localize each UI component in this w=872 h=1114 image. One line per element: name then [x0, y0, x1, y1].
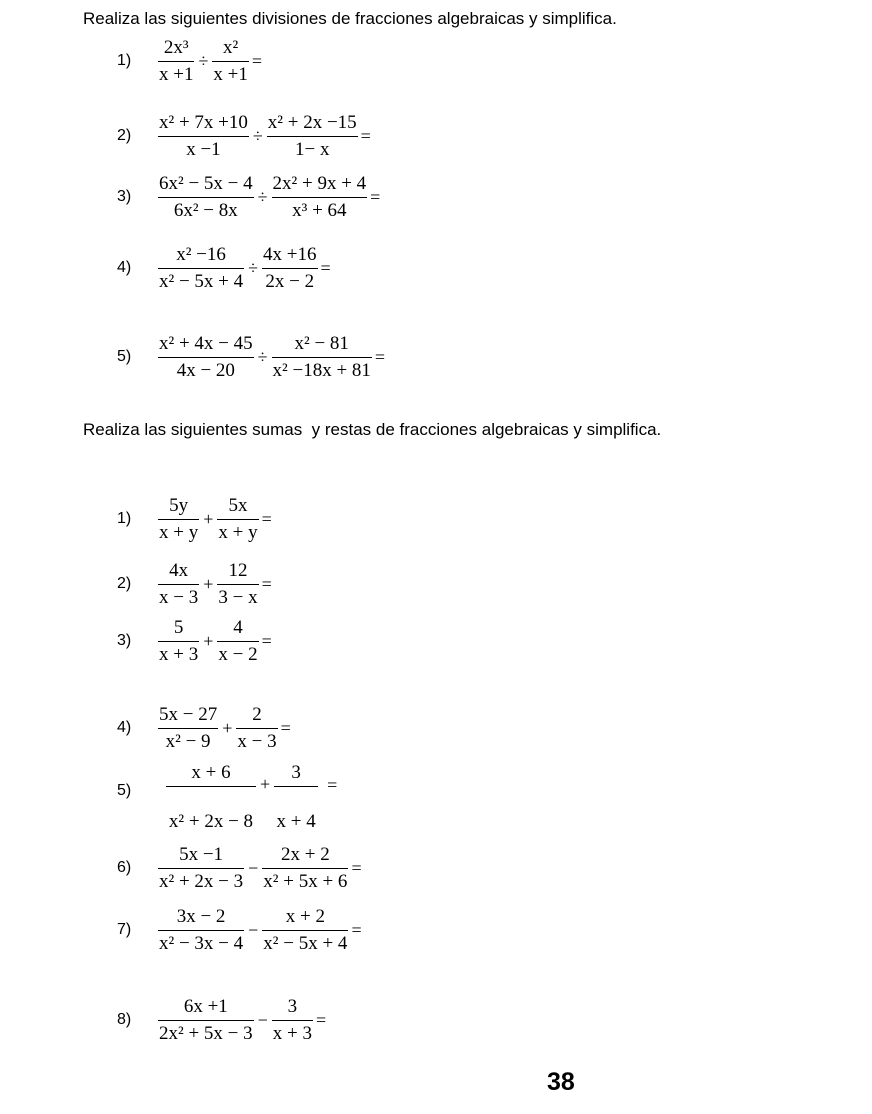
- exercise-number: 3): [117, 188, 132, 206]
- sum-exercise-2: [117, 561, 272, 608]
- operator: ÷: [252, 125, 263, 146]
- denominator: x³ + 64: [292, 199, 347, 221]
- fraction: [212, 38, 248, 85]
- denominator: x + 3: [272, 1022, 313, 1044]
- denominator: 3 − x: [218, 586, 258, 608]
- fraction: [236, 705, 277, 752]
- numerator: 2: [252, 704, 262, 725]
- fraction: [158, 38, 194, 85]
- denominator: 2x² + 5x − 3: [159, 1022, 253, 1044]
- equals-sign: =: [261, 573, 272, 594]
- fraction: [158, 174, 254, 221]
- fraction: [158, 561, 199, 608]
- fraction: [267, 113, 358, 160]
- page-number: 38: [547, 1068, 575, 1096]
- numerator: 4x: [169, 560, 189, 581]
- equals-sign: =: [370, 186, 381, 207]
- exercise-number: 3): [117, 632, 132, 650]
- operator: ÷: [248, 257, 259, 278]
- equals-sign: =: [320, 257, 331, 278]
- exercise-number: 7): [117, 921, 132, 939]
- exercise-number: 8): [117, 1011, 132, 1029]
- equals-sign: =: [261, 508, 272, 529]
- exercise-number: 2): [117, 127, 132, 145]
- exercise-number: 5): [117, 348, 132, 366]
- fraction: [262, 845, 348, 892]
- division-exercise-3: [117, 174, 380, 221]
- fraction: [158, 334, 254, 381]
- equals-sign: =: [327, 775, 338, 795]
- equals-sign: =: [351, 919, 362, 940]
- numerator: x + 2: [285, 906, 325, 927]
- numerator: 12: [228, 560, 248, 581]
- equals-sign: =: [280, 717, 291, 738]
- exercise-number: 4): [117, 259, 132, 277]
- numerator: 3x − 2: [176, 906, 226, 927]
- denominator: x² − 3x − 4: [159, 932, 244, 954]
- sum-exercise-4: [117, 705, 291, 752]
- operator: +: [203, 508, 214, 529]
- numerator: 6x +1: [183, 996, 228, 1017]
- sums-heading: Realiza las siguientes sumas y restas de fracciones algebraicas y simplifica.: [83, 420, 662, 439]
- fraction: [272, 334, 372, 381]
- operator: +: [260, 774, 271, 794]
- division-exercise-5: [117, 334, 385, 381]
- denominator: x² + 2x − 8: [168, 810, 254, 832]
- numerator: 4: [233, 617, 243, 638]
- denominator: 4x − 20: [176, 359, 235, 381]
- sum-exercise-6: [117, 845, 362, 892]
- fraction: [158, 845, 244, 892]
- denominator: x − 3: [159, 586, 199, 608]
- fraction: [272, 174, 368, 221]
- operator: +: [203, 573, 214, 594]
- sum-exercise-1: [117, 496, 272, 543]
- denominator: x² + 2x − 3: [159, 870, 244, 892]
- sum-exercise-3: [117, 618, 272, 665]
- operator: ÷: [257, 186, 268, 207]
- operator: +: [222, 717, 233, 738]
- denominator: x + y: [218, 521, 258, 543]
- operator: −: [248, 919, 259, 940]
- fraction: [158, 113, 249, 160]
- numerator: x²: [222, 37, 239, 58]
- denominator: x² − 5x + 4: [263, 932, 348, 954]
- denominator: x − 2: [218, 643, 258, 665]
- operator: −: [257, 1009, 268, 1030]
- exercise-number: 6): [117, 859, 132, 877]
- numerator: 5: [173, 617, 184, 638]
- fraction: [262, 245, 317, 292]
- numerator: 3: [291, 762, 301, 783]
- division-heading: Realiza las siguientes divisiones de fracciones algebraicas y simplifica.: [83, 9, 617, 28]
- denominator: 2x − 2: [265, 270, 315, 292]
- numerator: 3: [287, 996, 298, 1017]
- numerator: 4x +16: [263, 244, 317, 265]
- equals-sign: =: [261, 630, 272, 651]
- exercise-number: 2): [117, 575, 132, 593]
- fraction: [158, 907, 244, 954]
- exercise-number: 5): [117, 782, 132, 799]
- equals-sign: =: [351, 857, 362, 878]
- numerator: x² −16: [176, 244, 226, 265]
- equals-sign: =: [360, 125, 371, 146]
- operator: −: [248, 857, 259, 878]
- numerator: 2x² + 9x + 4: [272, 173, 367, 194]
- division-exercise-4: [117, 245, 331, 292]
- denominator: 1− x: [294, 138, 330, 160]
- numerator: 2x + 2: [281, 844, 330, 865]
- sum-exercise-5: [117, 763, 337, 832]
- denominator: x² − 5x + 4: [159, 270, 244, 292]
- fraction: [158, 618, 199, 665]
- fraction: [158, 997, 254, 1044]
- fraction: [217, 496, 258, 543]
- equals-sign: =: [316, 1009, 327, 1030]
- fraction: [158, 705, 218, 752]
- fraction: [274, 763, 318, 832]
- numerator: 5y: [169, 495, 189, 516]
- numerator: x² + 4x − 45: [159, 333, 253, 354]
- operator: ÷: [198, 50, 209, 71]
- denominator: x +1: [213, 63, 248, 85]
- denominator: x +1: [159, 63, 194, 85]
- fraction: [158, 496, 199, 543]
- denominator: x −1: [186, 138, 221, 160]
- denominator: x² + 5x + 6: [263, 870, 348, 892]
- numerator: x² + 7x +10: [159, 112, 248, 133]
- numerator: 5x − 27: [159, 704, 218, 725]
- fraction: [217, 561, 258, 608]
- division-exercise-2: [117, 113, 371, 160]
- sum-exercise-8: [117, 997, 326, 1044]
- operator: ÷: [257, 346, 268, 367]
- fraction: [158, 763, 256, 832]
- fraction: [262, 907, 348, 954]
- exercise-number: 4): [117, 719, 132, 737]
- denominator: x + 3: [159, 643, 199, 665]
- numerator: x² − 81: [294, 333, 349, 354]
- denominator: x + y: [159, 521, 199, 543]
- denominator: x² −18x + 81: [272, 359, 371, 381]
- exercise-number: 1): [117, 52, 132, 70]
- fraction: [158, 245, 244, 292]
- fraction: [272, 997, 313, 1044]
- exercise-number: 1): [117, 510, 132, 528]
- sum-exercise-7: [117, 907, 362, 954]
- equals-sign: =: [251, 50, 262, 71]
- operator: +: [203, 630, 214, 651]
- numerator: x + 6: [191, 762, 231, 783]
- numerator: 2x³: [163, 37, 189, 58]
- denominator: 6x² − 8x: [173, 199, 238, 221]
- division-exercise-1: [117, 38, 262, 85]
- fraction: [217, 618, 258, 665]
- denominator: x − 3: [237, 730, 277, 752]
- numerator: x² + 2x −15: [267, 112, 357, 133]
- denominator: x + 4: [276, 810, 316, 832]
- numerator: 5x −1: [179, 844, 224, 865]
- numerator: 6x² − 5x − 4: [159, 173, 253, 194]
- denominator: x² − 9: [165, 730, 211, 752]
- equals-sign: =: [374, 346, 386, 367]
- numerator: 5x: [228, 495, 248, 516]
